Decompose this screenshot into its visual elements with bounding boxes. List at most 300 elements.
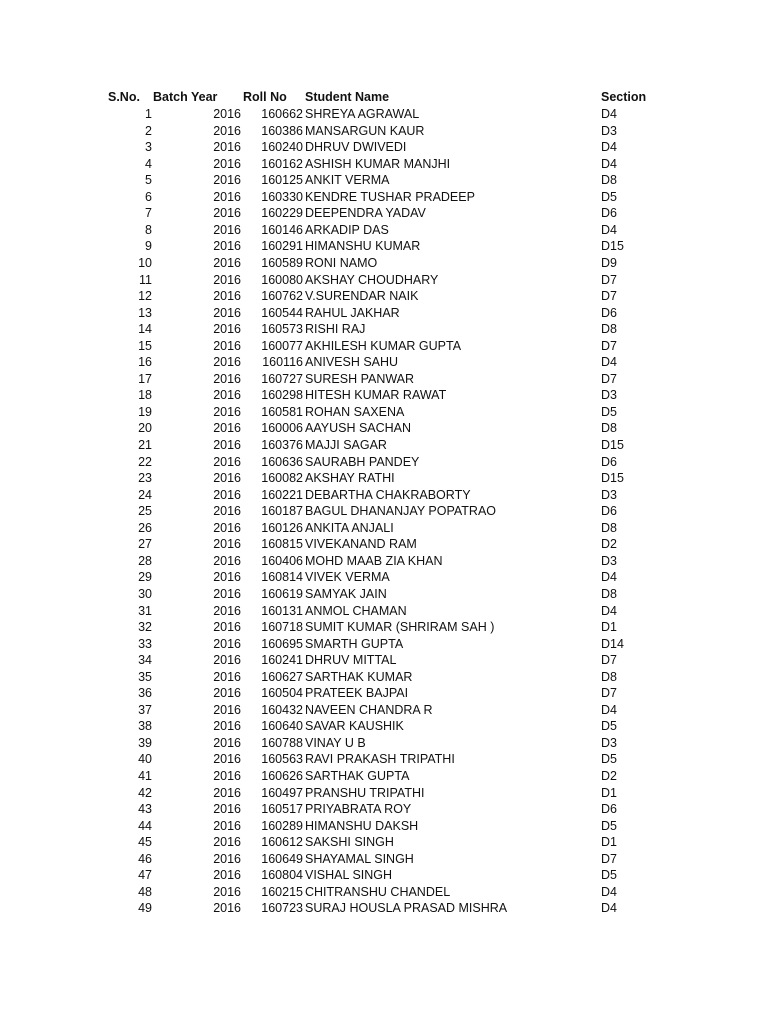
cell-roll-no: 160330 [261, 189, 303, 204]
table-row [0, 503, 768, 520]
cell-sno: 33 [138, 636, 152, 651]
cell-batch-year: 2016 [213, 884, 241, 899]
cell-sno: 40 [138, 752, 152, 767]
cell-section: D4 [601, 884, 617, 899]
cell-roll-no: 160146 [261, 222, 303, 237]
cell-roll-no: 160762 [261, 289, 303, 304]
cell-section: D5 [601, 719, 617, 734]
cell-batch-year: 2016 [213, 272, 241, 287]
cell-student-name: MOHD MAAB ZIA KHAN [305, 553, 443, 568]
cell-section: D5 [601, 404, 617, 419]
cell-section: D6 [601, 504, 617, 519]
table-row [0, 785, 768, 802]
cell-sno: 6 [145, 189, 152, 204]
cell-student-name: SURAJ HOUSLA PRASAD MISHRA [305, 901, 508, 916]
cell-sno: 23 [138, 471, 152, 486]
cell-roll-no: 160649 [261, 851, 303, 866]
cell-roll-no: 160432 [261, 702, 303, 717]
cell-sno: 32 [138, 620, 152, 635]
cell-batch-year: 2016 [213, 305, 241, 320]
cell-batch-year: 2016 [213, 686, 241, 701]
cell-sno: 35 [138, 669, 152, 684]
cell-student-name: PRATEEK BAJPAI [305, 686, 409, 701]
cell-section: D4 [601, 156, 617, 171]
cell-sno: 31 [138, 603, 152, 618]
table-row [0, 106, 768, 123]
cell-student-name: ARKADIP DAS [305, 222, 389, 237]
cell-batch-year: 2016 [213, 520, 241, 535]
cell-sno: 36 [138, 686, 152, 701]
cell-batch-year: 2016 [213, 802, 241, 817]
cell-sno: 20 [138, 421, 152, 436]
cell-roll-no: 160723 [261, 901, 303, 916]
table-row [0, 338, 768, 355]
cell-section: D7 [601, 851, 617, 866]
cell-student-name: SAURABH PANDEY [305, 454, 420, 469]
cell-sno: 21 [138, 438, 152, 452]
cell-batch-year: 2016 [213, 123, 241, 138]
cell-section: D3 [601, 735, 617, 750]
cell-student-name: MAJJI SAGAR [305, 438, 387, 452]
cell-roll-no: 160804 [261, 868, 303, 883]
table-row [0, 172, 768, 189]
cell-section: D8 [601, 421, 617, 436]
cell-section: D3 [601, 388, 617, 403]
cell-section: D7 [601, 653, 617, 668]
cell-roll-no: 160376 [261, 438, 303, 452]
header-student-name: Student Name [305, 90, 390, 104]
cell-student-name: ROHAN SAXENA [305, 404, 405, 419]
cell-student-name: RONI NAMO [305, 255, 378, 270]
table-row [0, 387, 768, 404]
cell-batch-year: 2016 [213, 322, 241, 337]
cell-batch-year: 2016 [213, 620, 241, 635]
cell-batch-year: 2016 [213, 222, 241, 237]
cell-sno: 24 [138, 487, 152, 502]
cell-student-name: SARTHAK KUMAR [305, 669, 413, 684]
cell-batch-year: 2016 [213, 255, 241, 270]
cell-batch-year: 2016 [213, 371, 241, 386]
cell-student-name: AKSHAY RATHI [305, 471, 395, 486]
cell-roll-no: 160589 [261, 255, 303, 270]
cell-batch-year: 2016 [213, 735, 241, 750]
cell-student-name: RAHUL JAKHAR [305, 305, 400, 320]
cell-student-name: VIVEKANAND RAM [305, 537, 417, 552]
cell-batch-year: 2016 [213, 851, 241, 866]
cell-student-name: CHITRANSHU CHANDEL [305, 884, 451, 899]
cell-section: D5 [601, 818, 617, 833]
cell-student-name: BAGUL DHANANJAY POPATRAO [305, 504, 497, 519]
cell-student-name: MANSARGUN KAUR [305, 123, 425, 138]
cell-roll-no: 160815 [261, 537, 303, 552]
cell-sno: 8 [145, 222, 152, 237]
cell-roll-no: 160125 [261, 173, 303, 188]
cell-sno: 29 [138, 570, 152, 585]
cell-roll-no: 160162 [261, 156, 303, 171]
cell-student-name: KENDRE TUSHAR PRADEEP [305, 189, 475, 204]
cell-batch-year: 2016 [213, 785, 241, 800]
cell-student-name: ANIVESH SAHU [305, 355, 399, 370]
cell-batch-year: 2016 [213, 553, 241, 568]
cell-batch-year: 2016 [213, 355, 241, 370]
cell-student-name: VISHAL SINGH [305, 868, 393, 883]
cell-section: D7 [601, 338, 617, 353]
table-row [0, 669, 768, 686]
cell-roll-no: 160640 [261, 719, 303, 734]
cell-roll-no: 160497 [261, 785, 303, 800]
cell-roll-no: 160718 [261, 620, 303, 635]
table-row [0, 702, 768, 719]
table-row [0, 718, 768, 735]
cell-sno: 46 [138, 851, 152, 866]
cell-roll-no: 160116 [262, 355, 303, 370]
cell-sno: 4 [145, 156, 152, 171]
cell-batch-year: 2016 [213, 388, 241, 403]
table-row [0, 768, 768, 785]
cell-student-name: DEBARTHA CHAKRABORTY [305, 487, 471, 502]
cell-roll-no: 160627 [261, 669, 303, 684]
cell-batch-year: 2016 [213, 404, 241, 419]
table-row [0, 487, 768, 504]
cell-roll-no: 160126 [261, 520, 303, 535]
cell-section: D6 [601, 206, 617, 221]
cell-section: D2 [601, 769, 617, 783]
cell-batch-year: 2016 [213, 769, 241, 783]
table-row [0, 288, 768, 305]
table-row [0, 454, 768, 471]
cell-section: D4 [601, 140, 617, 155]
table-row [0, 139, 768, 156]
cell-section: D7 [601, 289, 617, 304]
cell-roll-no: 160187 [261, 504, 303, 519]
cell-batch-year: 2016 [213, 653, 241, 668]
cell-roll-no: 160077 [261, 338, 303, 353]
cell-roll-no: 160215 [261, 884, 303, 899]
cell-sno: 41 [138, 769, 152, 783]
cell-batch-year: 2016 [213, 636, 241, 651]
cell-student-name: ANMOL CHAMAN [305, 603, 407, 618]
cell-sno: 39 [138, 735, 152, 750]
cell-section: D8 [601, 520, 617, 535]
cell-batch-year: 2016 [213, 818, 241, 833]
table-row [0, 586, 768, 603]
cell-batch-year: 2016 [213, 471, 241, 486]
table-row [0, 619, 768, 636]
cell-sno: 9 [145, 239, 152, 254]
cell-roll-no: 160298 [261, 388, 303, 403]
cell-section: D3 [601, 123, 617, 138]
table-row [0, 404, 768, 421]
table-row [0, 321, 768, 338]
cell-sno: 49 [138, 901, 152, 916]
cell-section: D3 [601, 553, 617, 568]
cell-roll-no: 160289 [261, 818, 303, 833]
cell-student-name: NAVEEN CHANDRA R [305, 702, 433, 717]
cell-section: D8 [601, 669, 617, 684]
cell-batch-year: 2016 [213, 719, 241, 734]
header-section: Section [601, 90, 647, 104]
cell-student-name: HIMANSHU KUMAR [305, 239, 421, 254]
cell-section: D15 [601, 438, 624, 452]
cell-sno: 26 [138, 520, 152, 535]
cell-sno: 47 [138, 868, 152, 883]
cell-sno: 27 [138, 537, 152, 552]
cell-batch-year: 2016 [213, 454, 241, 469]
table-row [0, 156, 768, 173]
table-row [0, 222, 768, 239]
cell-sno: 48 [138, 884, 152, 899]
cell-batch-year: 2016 [213, 107, 241, 121]
cell-section: D1 [601, 620, 617, 635]
table-row [0, 189, 768, 206]
cell-student-name: DHRUV DWIVEDI [305, 140, 407, 155]
cell-roll-no: 160241 [261, 653, 303, 668]
cell-sno: 14 [138, 322, 152, 337]
cell-roll-no: 160695 [261, 636, 303, 651]
cell-batch-year: 2016 [213, 868, 241, 883]
cell-sno: 34 [138, 653, 152, 668]
cell-student-name: V.SURENDAR NAIK [305, 289, 419, 304]
table-row [0, 652, 768, 669]
cell-student-name: SARTHAK GUPTA [305, 769, 410, 783]
cell-roll-no: 160662 [261, 107, 303, 121]
cell-roll-no: 160082 [261, 471, 303, 486]
cell-sno: 44 [138, 818, 152, 833]
cell-batch-year: 2016 [213, 603, 241, 618]
cell-student-name: PRIYABRATA ROY [305, 802, 412, 817]
table-row [0, 900, 768, 917]
cell-section: D14 [601, 636, 624, 651]
cell-batch-year: 2016 [213, 570, 241, 585]
cell-student-name: SHAYAMAL SINGH [305, 851, 414, 866]
cell-student-name: HITESH KUMAR RAWAT [305, 388, 447, 403]
table-row [0, 205, 768, 222]
table-row [0, 354, 768, 371]
cell-sno: 28 [138, 553, 152, 568]
cell-batch-year: 2016 [213, 421, 241, 436]
cell-roll-no: 160612 [261, 835, 303, 850]
cell-section: D4 [601, 603, 617, 618]
cell-sno: 17 [138, 371, 152, 386]
cell-roll-no: 160727 [261, 371, 303, 386]
cell-batch-year: 2016 [213, 702, 241, 717]
cell-section: D7 [601, 371, 617, 386]
cell-section: D8 [601, 586, 617, 601]
cell-section: D6 [601, 454, 617, 469]
cell-sno: 11 [139, 272, 152, 287]
table-row [0, 255, 768, 272]
cell-section: D2 [601, 537, 617, 552]
cell-roll-no: 160544 [261, 305, 303, 320]
table-row [0, 851, 768, 868]
cell-student-name: DHRUV MITTAL [305, 653, 397, 668]
cell-student-name: SAVAR KAUSHIK [305, 719, 404, 734]
cell-student-name: RAVI PRAKASH TRIPATHI [305, 752, 455, 767]
cell-student-name: ASHISH KUMAR MANJHI [305, 156, 451, 171]
table-row [0, 818, 768, 835]
cell-sno: 3 [145, 140, 152, 155]
table-row [0, 751, 768, 768]
cell-sno: 43 [138, 802, 152, 817]
cell-roll-no: 160221 [261, 487, 303, 502]
cell-student-name: VINAY U B [305, 735, 366, 750]
cell-sno: 10 [138, 255, 152, 270]
cell-roll-no: 160080 [261, 272, 303, 287]
cell-section: D8 [601, 173, 617, 188]
cell-batch-year: 2016 [213, 206, 241, 221]
table-row [0, 553, 768, 570]
cell-section: D5 [601, 868, 617, 883]
cell-sno: 1 [145, 107, 152, 121]
table-row [0, 735, 768, 752]
cell-section: D6 [601, 802, 617, 817]
cell-sno: 16 [138, 355, 152, 370]
cell-roll-no: 160626 [261, 769, 303, 783]
table-row [0, 420, 768, 437]
cell-batch-year: 2016 [213, 438, 241, 452]
table-row [0, 636, 768, 653]
table-row [0, 437, 768, 454]
cell-section: D3 [601, 487, 617, 502]
header-roll-no: Roll No [243, 90, 287, 104]
cell-batch-year: 2016 [213, 189, 241, 204]
cell-sno: 5 [145, 173, 152, 188]
cell-sno: 18 [138, 388, 152, 403]
table-row [0, 867, 768, 884]
cell-section: D4 [601, 222, 617, 237]
cell-batch-year: 2016 [213, 289, 241, 304]
header-sno: S.No. [108, 90, 140, 104]
cell-sno: 42 [138, 785, 152, 800]
cell-student-name: SAKSHI SINGH [305, 835, 394, 850]
table-row [0, 536, 768, 553]
cell-roll-no: 160291 [261, 239, 303, 254]
table-row [0, 569, 768, 586]
table-row [0, 520, 768, 537]
cell-sno: 45 [138, 835, 152, 850]
cell-section: D4 [601, 570, 617, 585]
cell-section: D7 [601, 686, 617, 701]
cell-roll-no: 160229 [261, 206, 303, 221]
cell-roll-no: 160406 [261, 553, 303, 568]
cell-student-name: HIMANSHU DAKSH [305, 818, 419, 833]
cell-batch-year: 2016 [213, 487, 241, 502]
table-row [0, 801, 768, 818]
cell-roll-no: 160563 [261, 752, 303, 767]
cell-sno: 13 [138, 305, 152, 320]
table-row [0, 371, 768, 388]
cell-section: D4 [601, 702, 617, 717]
cell-student-name: DEEPENDRA YADAV [305, 206, 426, 221]
table-row [0, 685, 768, 702]
cell-roll-no: 160240 [261, 140, 303, 155]
cell-batch-year: 2016 [213, 901, 241, 916]
cell-sno: 25 [138, 504, 152, 519]
cell-section: D4 [601, 355, 617, 370]
table-row [0, 238, 768, 255]
cell-roll-no: 160504 [261, 686, 303, 701]
cell-sno: 37 [138, 702, 152, 717]
cell-roll-no: 160006 [261, 421, 303, 436]
cell-student-name: SMARTH GUPTA [305, 636, 404, 651]
cell-roll-no: 160636 [261, 454, 303, 469]
cell-roll-no: 160814 [261, 570, 303, 585]
cell-sno: 30 [138, 586, 152, 601]
cell-student-name: AKSHAY CHOUDHARY [305, 272, 439, 287]
cell-batch-year: 2016 [213, 140, 241, 155]
cell-sno: 12 [138, 289, 152, 304]
table-row [0, 272, 768, 289]
cell-sno: 15 [138, 338, 152, 353]
cell-sno: 7 [145, 206, 152, 221]
table-row [0, 834, 768, 851]
cell-batch-year: 2016 [213, 835, 241, 850]
cell-student-name: ANKIT VERMA [305, 173, 390, 188]
cell-student-name: ANKITA ANJALI [305, 520, 394, 535]
cell-roll-no: 160386 [261, 123, 303, 138]
cell-batch-year: 2016 [213, 173, 241, 188]
cell-student-name: VIVEK VERMA [305, 570, 390, 585]
cell-sno: 2 [145, 123, 152, 138]
cell-roll-no: 160573 [261, 322, 303, 337]
cell-section: D5 [601, 189, 617, 204]
cell-batch-year: 2016 [213, 156, 241, 171]
cell-section: D1 [601, 835, 617, 850]
cell-roll-no: 160581 [261, 404, 303, 419]
cell-roll-no: 160131 [261, 603, 303, 618]
cell-student-name: PRANSHU TRIPATHI [305, 785, 425, 800]
cell-batch-year: 2016 [213, 504, 241, 519]
header-batch-year: Batch Year [153, 90, 218, 104]
cell-student-name: SUMIT KUMAR (SHRIRAM SAH ) [305, 620, 495, 635]
cell-section: D15 [601, 239, 624, 254]
cell-batch-year: 2016 [213, 239, 241, 254]
cell-section: D1 [601, 785, 617, 800]
cell-section: D5 [601, 752, 617, 767]
cell-roll-no: 160788 [261, 735, 303, 750]
table-header-row [0, 89, 768, 106]
cell-student-name: SAMYAK JAIN [305, 586, 387, 601]
cell-section: D9 [601, 255, 617, 270]
cell-student-name: SHREYA AGRAWAL [305, 107, 420, 121]
table-row [0, 305, 768, 322]
cell-section: D4 [601, 107, 617, 121]
cell-roll-no: 160517 [261, 802, 303, 817]
table-row [0, 603, 768, 620]
cell-section: D6 [601, 305, 617, 320]
cell-sno: 38 [138, 719, 152, 734]
cell-section: D7 [601, 272, 617, 287]
table-row [0, 884, 768, 901]
cell-student-name: SURESH PANWAR [305, 371, 415, 386]
cell-batch-year: 2016 [213, 586, 241, 601]
table-row [0, 470, 768, 487]
cell-batch-year: 2016 [213, 338, 241, 353]
cell-batch-year: 2016 [213, 752, 241, 767]
cell-sno: 19 [138, 404, 152, 419]
cell-roll-no: 160619 [261, 586, 303, 601]
cell-section: D8 [601, 322, 617, 337]
table-row [0, 123, 768, 140]
cell-student-name: RISHI RAJ [305, 322, 366, 337]
cell-section: D4 [601, 901, 617, 916]
cell-student-name: AAYUSH SACHAN [305, 421, 412, 436]
cell-batch-year: 2016 [213, 669, 241, 684]
cell-batch-year: 2016 [213, 537, 241, 552]
cell-sno: 22 [138, 454, 152, 469]
cell-section: D15 [601, 471, 624, 486]
cell-student-name: AKHILESH KUMAR GUPTA [305, 338, 462, 353]
